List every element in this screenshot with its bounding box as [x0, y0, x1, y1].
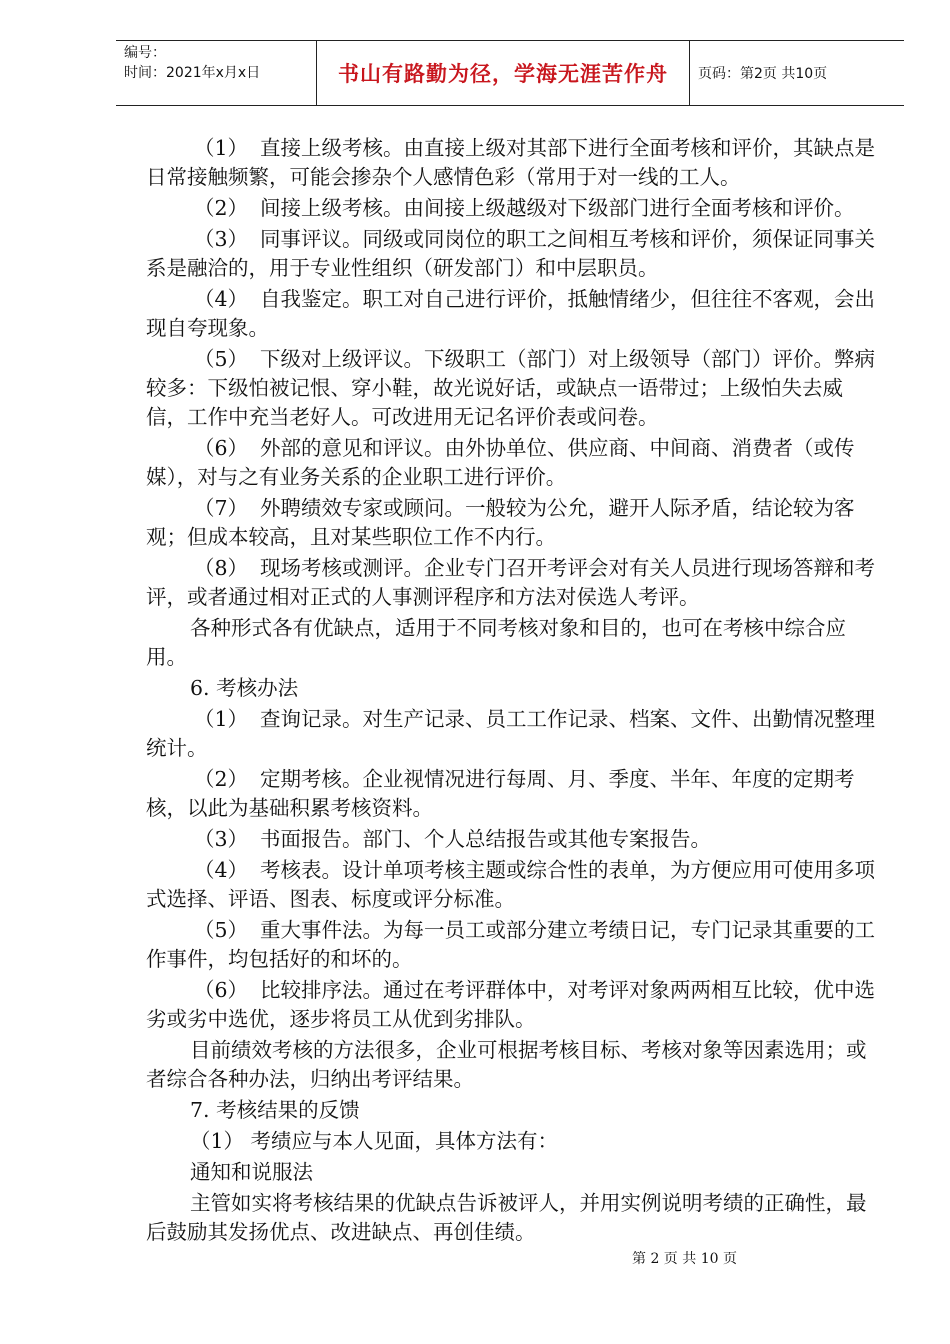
item-number: （5） [194, 918, 249, 942]
list-item [146, 705, 876, 763]
paragraph [146, 614, 876, 672]
item-number: （3） [194, 827, 249, 851]
list-item [146, 856, 876, 914]
item-number: （3） [194, 227, 249, 251]
list-item [146, 345, 876, 432]
list-item [146, 434, 876, 492]
paragraph-text: 外部的意见和评议。由外协单位、供应商、中间商、消费者（或传媒），对与之有业务关系的企业职工进行评价。 [146, 436, 855, 489]
list-item [146, 494, 876, 552]
page-footer: 第 2 页 共 10 页 [632, 1251, 737, 1267]
paragraph-text: 比较排序法。通过在考评群体中，对考评对象两两相互比较，优中选劣或劣中选优，逐步将员工从优到劣排队。 [146, 978, 875, 1031]
list-item [146, 765, 876, 823]
paragraph-text: 下级对上级评议。下级职工（部门）对上级领导（部门）评价。弊病较多：下级怕被记恨、穿小鞋，故光说好话，或缺点一语带过；上级怕失去威信，工作中充当老好人。可改进用无记名评价表或问卷。 [146, 347, 875, 429]
paragraph [146, 1189, 876, 1247]
list-item [146, 554, 876, 612]
paragraph-text: 间接上级考核。由间接上级越级对下级部门进行全面考核和评价。 [260, 196, 855, 220]
list-item [146, 134, 876, 192]
list-item [146, 976, 876, 1034]
paragraph-text: 现场考核或测评。企业专门召开考评会对有关人员进行现场答辩和考评，或者通过相对正式的人事测评程序和方法对侯选人考评。 [146, 556, 875, 609]
paragraph-text: 考核表。设计单项考核主题或综合性的表单，为方便应用可使用多项式选择、评语、图表、标度或评分标准。 [146, 858, 875, 911]
code-label: 编号： [124, 45, 166, 61]
paragraph-text: （1） 考绩应与本人见面，具体方法有： [190, 1129, 559, 1153]
item-number: （4） [194, 287, 249, 311]
page-header [116, 40, 904, 106]
paragraph-text: 重大事件法。为每一员工或部分建立考绩日记，专门记录其重要的工作事件，均包括好的和坏的。 [146, 918, 875, 971]
item-number: （4） [194, 858, 249, 882]
list-item [146, 285, 876, 343]
item-number: （5） [194, 347, 249, 371]
paragraph-text: 各种形式各有优缺点，适用于不同考核对象和目的，也可在考核中综合应用。 [146, 616, 846, 669]
paragraph-text: 通知和说服法 [190, 1160, 313, 1184]
paragraph-text: 查询记录。对生产记录、员工工作记录、档案、文件、出勤情况整理统计。 [146, 707, 875, 760]
paragraph-text: 目前绩效考核的方法很多，企业可根据考核目标、考核对象等因素选用；或者综合各种办法，归纳出考评结果。 [146, 1038, 867, 1091]
time-label: 时间：2021年x月x日 [124, 65, 261, 81]
paragraph-text: 6. 考核办法 [190, 676, 299, 700]
item-number: （6） [194, 436, 249, 460]
paragraph [146, 1158, 876, 1187]
list-item [146, 225, 876, 283]
item-number: （1） [194, 707, 249, 731]
paragraph-text: 书面报告。部门、个人总结报告或其他专案报告。 [260, 827, 711, 851]
paragraph-text: 同事评议。同级或同岗位的职工之间相互考核和评价，须保证同事关系是融洽的，用于专业性组织（研发部门）和中层职员。 [146, 227, 875, 280]
header-meta [116, 41, 316, 105]
paragraph [146, 1036, 876, 1094]
list-item [146, 194, 876, 223]
paragraph-text: 7. 考核结果的反馈 [190, 1098, 360, 1122]
header-page-label: 页码：第2页 共10页 [698, 66, 828, 82]
item-number: （7） [194, 496, 249, 520]
list-item [146, 916, 876, 974]
paragraph-text: 直接上级考核。由直接上级对其部下进行全面考核和评价，其缺点是日常接触频繁，可能会掺杂个人感情色彩（常用于对一线的工人。 [146, 136, 875, 189]
paragraph [146, 1096, 876, 1125]
item-number: （1） [194, 136, 249, 160]
paragraph-text: 主管如实将考核结果的优缺点告诉被评人，并用实例说明考绩的正确性，最后鼓励其发扬优点、改进缺点、再创佳绩。 [146, 1191, 867, 1244]
paragraph-text: 定期考核。企业视情况进行每周、月、季度、半年、年度的定期考核，以此为基础积累考核资料。 [146, 767, 855, 820]
item-number: （6） [194, 978, 249, 1002]
paragraph [146, 674, 876, 703]
item-number: （2） [194, 196, 249, 220]
item-number: （8） [194, 556, 249, 580]
paragraph [146, 1127, 876, 1156]
paragraph-text: 自我鉴定。职工对自己进行评价，抵触情绪少，但往往不客观，会出现自夸现象。 [146, 287, 875, 340]
document-body [146, 134, 876, 1247]
item-number: （2） [194, 767, 249, 791]
header-motto: 书山有路勤为径，学海无涯苦作舟 [316, 41, 690, 105]
paragraph-text: 外聘绩效专家或顾问。一般较为公允，避开人际矛盾，结论较为客观；但成本较高，且对某些职位工作不内行。 [146, 496, 855, 549]
list-item [146, 825, 876, 854]
